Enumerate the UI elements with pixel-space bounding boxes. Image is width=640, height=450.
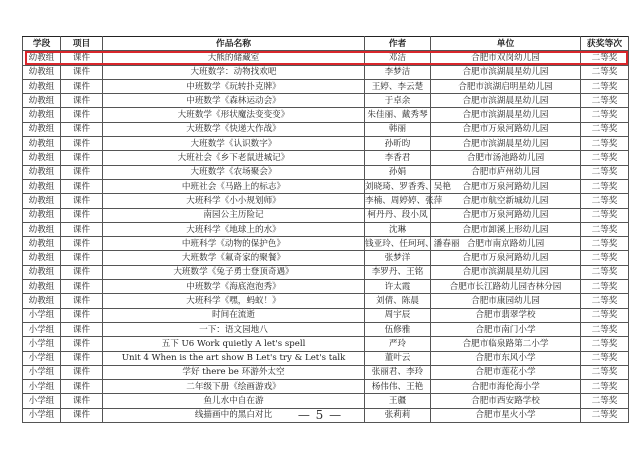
cell-work-title: 中班数学《玩转扑克牌》 [103, 79, 365, 93]
cell-award-level: 二等奖 [581, 51, 629, 65]
cell-author: 刘晓琦、罗香秀、吴艳 [365, 179, 431, 193]
cell-project: 课件 [61, 337, 103, 351]
table-row [23, 94, 629, 108]
cell-work-title: 一下：语文园地八 [103, 322, 365, 336]
cell-stage: 幼教组 [23, 65, 61, 79]
cell-author: 朱佳丽、戴秀琴 [365, 108, 431, 122]
cell-unit: 合肥市航空新城幼儿园 [431, 194, 581, 208]
cell-project: 课件 [61, 308, 103, 322]
cell-author: 伍修雅 [365, 322, 431, 336]
cell-stage: 幼教组 [23, 208, 61, 222]
cell-award-level: 二等奖 [581, 337, 629, 351]
cell-author: 柯丹丹、段小凤 [365, 208, 431, 222]
cell-work-title: 大班数学《兔子勇士登顶奇遇》 [103, 265, 365, 279]
cell-work-title: 大班数学《氟奇家的聚餐》 [103, 251, 365, 265]
cell-author: 张梦洋 [365, 251, 431, 265]
cell-unit: 合肥市长江路幼儿园杏林分园 [431, 280, 581, 294]
header-author: 作者 [365, 37, 431, 51]
table-row [23, 79, 629, 93]
cell-work-title: 中班数学《森林运动会》 [103, 94, 365, 108]
cell-award-level: 二等奖 [581, 179, 629, 193]
cell-work-title: 大班数学《形状魔法变变变》 [103, 108, 365, 122]
cell-project: 课件 [61, 265, 103, 279]
cell-work-title: 中班科学《动物的保护色》 [103, 237, 365, 251]
cell-author: 李梦洁 [365, 65, 431, 79]
cell-stage: 幼教组 [23, 108, 61, 122]
cell-author: 张莉莉 [365, 408, 431, 422]
cell-award-level: 二等奖 [581, 65, 629, 79]
table-row [23, 251, 629, 265]
cell-award-level: 二等奖 [581, 108, 629, 122]
cell-project: 课件 [61, 51, 103, 65]
table-row [23, 380, 629, 394]
cell-unit: 合肥市滨湖晨星幼儿园 [431, 65, 581, 79]
award-document [22, 36, 628, 423]
cell-unit: 合肥市万泉河路幼儿园 [431, 122, 581, 136]
table-row [23, 122, 629, 136]
cell-award-level: 二等奖 [581, 322, 629, 336]
cell-stage: 幼教组 [23, 294, 61, 308]
cell-stage: 小学组 [23, 365, 61, 379]
table-row [23, 337, 629, 351]
cell-award-level: 二等奖 [581, 237, 629, 251]
cell-stage: 幼教组 [23, 94, 61, 108]
cell-award-level: 二等奖 [581, 365, 629, 379]
cell-work-title: 南园公主历险记 [103, 208, 365, 222]
cell-unit: 合肥市南京路幼儿园 [431, 237, 581, 251]
cell-award-level: 二等奖 [581, 351, 629, 365]
cell-unit: 合肥市南门小学 [431, 322, 581, 336]
cell-work-title: Unit 4 When is the art show B Let's try & Let's talk [103, 351, 365, 365]
cell-unit: 合肥市东风小学 [431, 351, 581, 365]
cell-project: 课件 [61, 237, 103, 251]
table-row [23, 108, 629, 122]
award-table [22, 36, 629, 423]
cell-award-level: 二等奖 [581, 308, 629, 322]
table-body [23, 51, 629, 423]
table-row [23, 208, 629, 222]
cell-stage: 幼教组 [23, 51, 61, 65]
table-row [23, 322, 629, 336]
cell-project: 课件 [61, 294, 103, 308]
cell-unit: 合肥市康园幼儿园 [431, 294, 581, 308]
cell-unit: 合肥市临泉路第二小学 [431, 337, 581, 351]
cell-award-level: 二等奖 [581, 122, 629, 136]
cell-work-title: 大班数学《快递大作战》 [103, 122, 365, 136]
cell-stage: 幼教组 [23, 280, 61, 294]
cell-project: 课件 [61, 179, 103, 193]
table-header-row [23, 37, 629, 51]
table-row [23, 65, 629, 79]
cell-unit: 合肥市滨湖启明星幼儿园 [431, 79, 581, 93]
cell-author: 王婷、李云楚 [365, 79, 431, 93]
cell-unit: 合肥市万泉河路幼儿园 [431, 208, 581, 222]
table-row [23, 280, 629, 294]
cell-project: 课件 [61, 365, 103, 379]
cell-stage: 幼教组 [23, 179, 61, 193]
cell-work-title: 大班科学《地球上的水》 [103, 222, 365, 236]
cell-unit: 合肥市滨湖晨星幼儿园 [431, 108, 581, 122]
cell-award-level: 二等奖 [581, 208, 629, 222]
cell-unit: 合肥市翡翠学校 [431, 308, 581, 322]
table-row [23, 151, 629, 165]
cell-project: 课件 [61, 222, 103, 236]
cell-project: 课件 [61, 280, 103, 294]
cell-award-level: 二等奖 [581, 280, 629, 294]
cell-work-title: 线描画中的黑白对比 [103, 408, 365, 422]
cell-work-title: 学好 there be 环游外太空 [103, 365, 365, 379]
cell-author: 李香君 [365, 151, 431, 165]
cell-stage: 小学组 [23, 337, 61, 351]
cell-work-title: 中班数学《海底泡泡秀》 [103, 280, 365, 294]
cell-author: 张丽君、李玲 [365, 365, 431, 379]
cell-work-title: 大班科学《嘿，蚂蚁！》 [103, 294, 365, 308]
cell-work-title: 大班数学《农场聚会》 [103, 165, 365, 179]
cell-stage: 幼教组 [23, 165, 61, 179]
table-row-highlighted [23, 51, 629, 65]
cell-unit: 合肥市星火小学 [431, 408, 581, 422]
cell-unit: 合肥市滨湖晨星幼儿园 [431, 94, 581, 108]
header-project: 项目 [61, 37, 103, 51]
table-row [23, 365, 629, 379]
cell-work-title: 五下 U6 Work quietly A let's spell [103, 337, 365, 351]
cell-award-level: 二等奖 [581, 194, 629, 208]
cell-author: 孙娟 [365, 165, 431, 179]
cell-project: 课件 [61, 351, 103, 365]
table-row [23, 222, 629, 236]
cell-project: 课件 [61, 94, 103, 108]
cell-author: 韩丽 [365, 122, 431, 136]
cell-author: 孙昕昀 [365, 137, 431, 151]
cell-work-title: 大班数学《认识数字》 [103, 137, 365, 151]
cell-unit: 合肥市庐州幼儿园 [431, 165, 581, 179]
cell-author: 沈琳 [365, 222, 431, 236]
cell-work-title: 大班数学：动物找欢吧 [103, 65, 365, 79]
cell-stage: 小学组 [23, 308, 61, 322]
cell-award-level: 二等奖 [581, 380, 629, 394]
cell-stage: 幼教组 [23, 137, 61, 151]
cell-award-level: 二等奖 [581, 165, 629, 179]
cell-stage: 幼教组 [23, 194, 61, 208]
table-row [23, 137, 629, 151]
cell-unit: 合肥市万泉河路幼儿园 [431, 179, 581, 193]
header-award-level: 获奖等次 [581, 37, 629, 51]
cell-work-title: 大班社会《乡下老鼠进城记》 [103, 151, 365, 165]
table-row [23, 294, 629, 308]
table-row [23, 165, 629, 179]
cell-author: 于卓余 [365, 94, 431, 108]
cell-stage: 幼教组 [23, 251, 61, 265]
cell-author: 刘倩、陈晨 [365, 294, 431, 308]
table-row [23, 194, 629, 208]
cell-award-level: 二等奖 [581, 222, 629, 236]
cell-award-level: 二等奖 [581, 151, 629, 165]
cell-author: 董叶云 [365, 351, 431, 365]
cell-stage: 小学组 [23, 394, 61, 408]
cell-author: 钱亚玲、任珂珂、潘春丽 [365, 237, 431, 251]
cell-work-title: 中班社会《马路上的标志》 [103, 179, 365, 193]
table-row [23, 394, 629, 408]
cell-work-title: 大班科学《小小规划师》 [103, 194, 365, 208]
cell-stage: 幼教组 [23, 265, 61, 279]
cell-work-title: 大熊的储藏室 [103, 51, 365, 65]
cell-award-level: 二等奖 [581, 94, 629, 108]
cell-unit: 合肥市汤池路幼儿园 [431, 151, 581, 165]
cell-author: 杨伟伟、王艳 [365, 380, 431, 394]
header-unit: 单位 [431, 37, 581, 51]
cell-award-level: 二等奖 [581, 251, 629, 265]
cell-project: 课件 [61, 394, 103, 408]
table-row [23, 351, 629, 365]
header-work-title: 作品名称 [103, 37, 365, 51]
cell-project: 课件 [61, 165, 103, 179]
page-number: — 5 — [297, 408, 343, 422]
table-row [23, 179, 629, 193]
table-row [23, 237, 629, 251]
cell-project: 课件 [61, 137, 103, 151]
cell-project: 课件 [61, 322, 103, 336]
cell-project: 课件 [61, 79, 103, 93]
cell-stage: 小学组 [23, 408, 61, 422]
cell-stage: 幼教组 [23, 122, 61, 136]
cell-award-level: 二等奖 [581, 265, 629, 279]
cell-author: 邓洁 [365, 51, 431, 65]
cell-work-title: 二年级下册《绘画游戏》 [103, 380, 365, 394]
cell-project: 课件 [61, 208, 103, 222]
cell-author: 李楠、周婷婷、张萍 [365, 194, 431, 208]
cell-project: 课件 [61, 251, 103, 265]
cell-unit: 合肥市万泉河路幼儿园 [431, 251, 581, 265]
cell-project: 课件 [61, 408, 103, 422]
cell-project: 课件 [61, 380, 103, 394]
cell-stage: 小学组 [23, 322, 61, 336]
cell-award-level: 二等奖 [581, 294, 629, 308]
cell-author: 许太霞 [365, 280, 431, 294]
cell-unit: 合肥市海伦海小学 [431, 380, 581, 394]
cell-award-level: 二等奖 [581, 394, 629, 408]
cell-project: 课件 [61, 122, 103, 136]
cell-author: 周宇辰 [365, 308, 431, 322]
cell-award-level: 二等奖 [581, 79, 629, 93]
cell-unit: 合肥市西安路学校 [431, 394, 581, 408]
cell-stage: 幼教组 [23, 222, 61, 236]
cell-stage: 幼教组 [23, 151, 61, 165]
cell-project: 课件 [61, 108, 103, 122]
cell-author: 严玲 [365, 337, 431, 351]
cell-project: 课件 [61, 194, 103, 208]
table-row [23, 308, 629, 322]
cell-award-level: 二等奖 [581, 408, 629, 422]
header-stage: 学段 [23, 37, 61, 51]
cell-work-title: 鱼儿水中自在游 [103, 394, 365, 408]
cell-stage: 幼教组 [23, 237, 61, 251]
cell-unit: 合肥市卸溪上形幼儿园 [431, 222, 581, 236]
cell-unit: 合肥市滨湖晨星幼儿园 [431, 137, 581, 151]
cell-award-level: 二等奖 [581, 137, 629, 151]
cell-stage: 幼教组 [23, 79, 61, 93]
cell-author: 王疆 [365, 394, 431, 408]
cell-project: 课件 [61, 65, 103, 79]
cell-project: 课件 [61, 151, 103, 165]
cell-stage: 小学组 [23, 380, 61, 394]
cell-unit: 合肥市莲花小学 [431, 365, 581, 379]
cell-unit: 合肥市双岗幼儿园 [431, 51, 581, 65]
cell-stage: 小学组 [23, 351, 61, 365]
cell-unit: 合肥市滨湖晨星幼儿园 [431, 265, 581, 279]
cell-author: 李罗丹、王铭 [365, 265, 431, 279]
cell-work-title: 时间在流逝 [103, 308, 365, 322]
table-row [23, 265, 629, 279]
